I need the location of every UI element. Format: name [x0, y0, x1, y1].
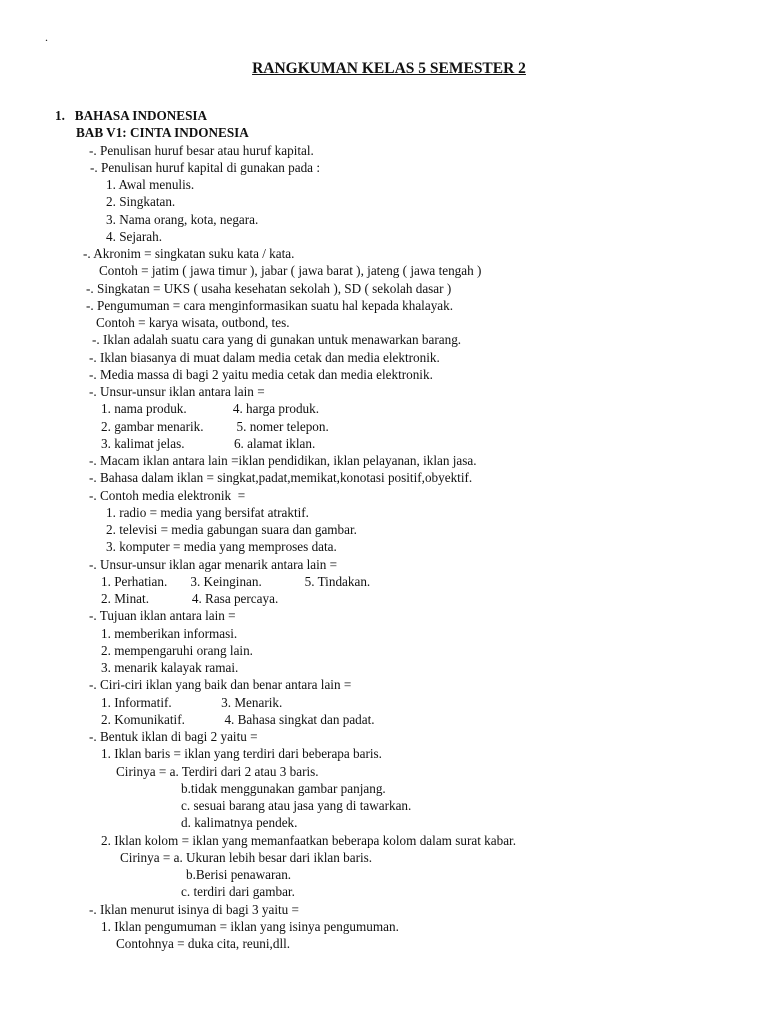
- text-line: 1. Awal menulis.: [106, 177, 195, 192]
- text-line: d. kalimatnya pendek.: [181, 815, 298, 831]
- text-line: c. terdiri dari gambar.: [181, 884, 295, 900]
- text-line: Contoh = jatim ( jawa timur ), jabar ( jawa barat ), jateng ( jawa tengah ): [99, 263, 482, 279]
- text-line: -. Iklan menurut isinya di bagi 3 yaitu =: [89, 901, 299, 917]
- text-line: b.Berisi penawaran.: [186, 867, 292, 882]
- text-line: 4. Sejarah.: [106, 228, 163, 244]
- text-line: -. Iklan biasanya di muat dalam media cetak dan media elektronik.: [89, 349, 440, 365]
- text-line: 2. Iklan kolom = iklan yang memanfaatkan beberapa kolom dalam surat kabar.: [101, 832, 517, 848]
- text-line: -. Ciri-ciri iklan yang baik dan benar antara lain =: [89, 677, 352, 693]
- text-line: Contoh = karya wisata, outbond, tes.: [96, 315, 290, 330]
- text-line: 2. Minat. 4. Rasa percaya.: [101, 591, 279, 606]
- text-line: -. Bahasa dalam iklan = singkat,padat,memikat,konotasi positif,obyektif.: [89, 470, 473, 486]
- text-line: 2. televisi = media gabungan suara dan gambar.: [106, 522, 357, 537]
- text-line: 1. radio = media yang bersifat atraktif.: [106, 504, 309, 520]
- text-line: 2. gambar menarik. 5. nomer telepon.: [101, 418, 329, 434]
- text-line: b.tidak menggunakan gambar panjang.: [181, 780, 386, 796]
- text-line: 1. Iklan pengumuman = iklan yang isinya pengumuman.: [101, 918, 399, 934]
- stray-dot: .: [45, 30, 48, 44]
- text-line: BAB V1: CINTA INDONESIA: [76, 125, 249, 141]
- text-line: Cirinya = a. Terdiri dari 2 atau 3 baris.: [116, 763, 319, 779]
- text-line: -. Bentuk iklan di bagi 2 yaitu =: [89, 729, 258, 744]
- text-line: -. Tujuan iklan antara lain =: [89, 608, 236, 624]
- text-line: -. Akronim = singkatan suku kata / kata.: [83, 246, 295, 261]
- text-line: -. Singkatan = UKS ( usaha kesehatan sekolah ), SD ( sekolah dasar ): [86, 280, 452, 296]
- page-title: RANGKUMAN KELAS 5 SEMESTER 2: [252, 60, 526, 77]
- text-line: 1. Perhatian. 3. Keinginan. 5. Tindakan.: [101, 573, 371, 589]
- text-line: c. sesuai barang atau jasa yang di tawarkan.: [181, 798, 412, 813]
- text-line: 1. BAHASA INDONESIA: [55, 108, 208, 123]
- text-line: 3. kalimat jelas. 6. alamat iklan.: [101, 435, 316, 451]
- text-line: -. Contoh media elektronik =: [89, 487, 246, 503]
- text-line: -. Iklan adalah suatu cara yang di gunakan untuk menawarkan barang.: [92, 332, 462, 348]
- text-line: 3. Nama orang, kota, negara.: [106, 211, 259, 227]
- text-line: -. Macam iklan antara lain =iklan pendidikan, iklan pelayanan, iklan jasa.: [89, 453, 477, 468]
- text-line: -. Unsur-unsur iklan agar menarik antara lain =: [89, 556, 338, 572]
- text-line: -. Penulisan huruf besar atau huruf kapital.: [89, 142, 314, 158]
- text-line: 1. Informatif. 3. Menarik.: [101, 694, 283, 710]
- text-line: 3. menarik kalayak ramai.: [101, 660, 239, 675]
- text-line: Contohnya = duka cita, reuni,dll.: [116, 936, 291, 951]
- text-line: -. Unsur-unsur iklan antara lain =: [89, 384, 265, 399]
- text-line: 1. nama produk. 4. harga produk.: [101, 401, 320, 417]
- text-line: Cirinya = a. Ukuran lebih besar dari iklan baris.: [120, 849, 373, 865]
- text-line: 2. Komunikatif. 4. Bahasa singkat dan padat.: [101, 711, 375, 727]
- text-line: -. Penulisan huruf kapital di gunakan pada :: [90, 159, 320, 175]
- text-line: 2. Singkatan.: [106, 194, 176, 210]
- text-line: 3. komputer = media yang memproses data.: [106, 539, 337, 555]
- text-line: -. Pengumuman = cara menginformasikan suatu hal kepada khalayak.: [86, 297, 454, 313]
- text-line: 1. Iklan baris = iklan yang terdiri dari beberapa baris.: [101, 746, 382, 762]
- text-line: 1. memberikan informasi.: [101, 625, 238, 641]
- text-line: -. Media massa di bagi 2 yaitu media cetak dan media elektronik.: [89, 366, 433, 382]
- text-line: 2. mempengaruhi orang lain.: [101, 642, 253, 658]
